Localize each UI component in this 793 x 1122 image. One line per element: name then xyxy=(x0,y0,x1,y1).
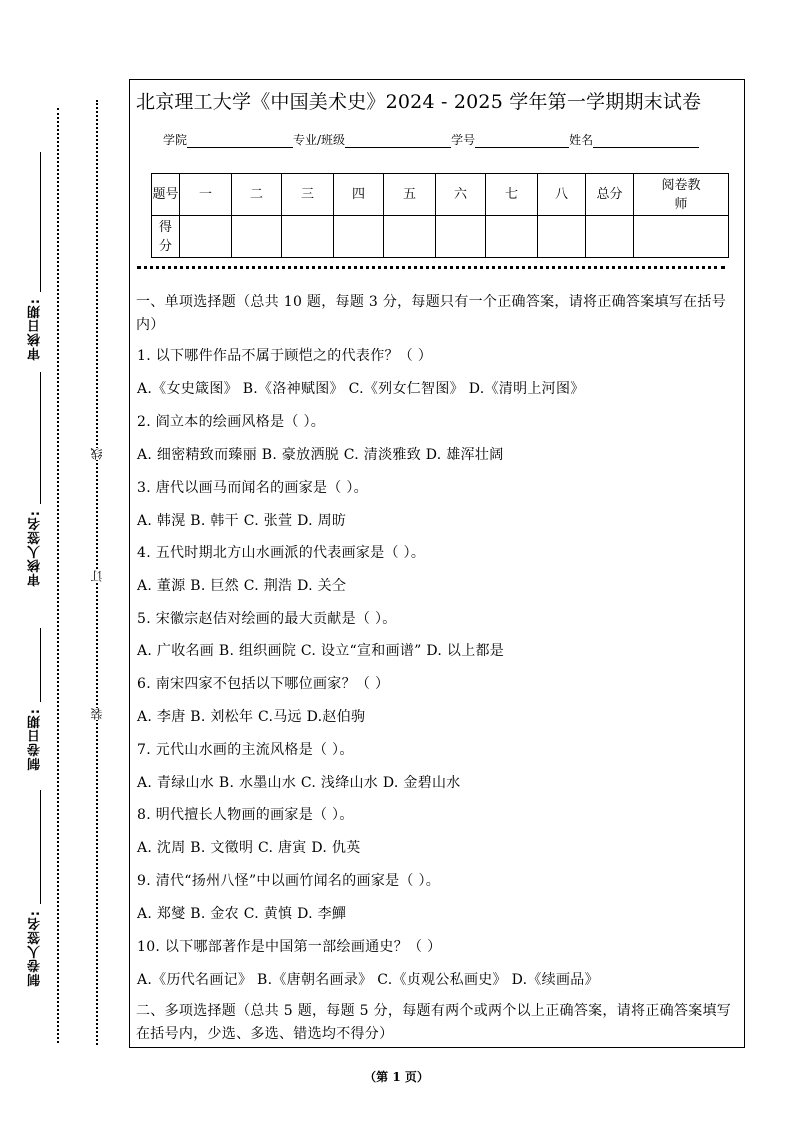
name-label: 姓名 xyxy=(569,133,594,147)
review-date-line[interactable] xyxy=(40,152,41,292)
binding-mark-bind: 订 xyxy=(90,570,104,582)
question-8-options: A. 沈周 B. 文徵明 C. 唐寅 D. 仇英 xyxy=(137,840,361,856)
question-5-options: A. 广收名画 B. 组织画院 C. 设立“宣和画谱” D. 以上都是 xyxy=(137,643,505,659)
page-number: （第 1 页） xyxy=(364,1070,429,1084)
score-cell-grader[interactable] xyxy=(634,216,729,258)
binding-mark-seal: 装 xyxy=(90,708,104,720)
student-info-row xyxy=(163,131,699,148)
author-date-label: 制卷日期: xyxy=(28,708,43,771)
question-6: 6. 南宋四家不包括以下哪位画家？（ ） xyxy=(137,676,390,692)
score-cell[interactable] xyxy=(436,216,486,258)
question-7: 7. 元代山水画的主流风格是（ ）。 xyxy=(137,742,354,758)
score-col-2: 二 xyxy=(232,174,282,216)
question-10-options: A.《历代名画记》 B.《唐朝名画录》 C.《贞观公私画史》 D.《续画品》 xyxy=(137,972,599,988)
question-3: 3. 唐代以画马而闻名的画家是（ ）。 xyxy=(137,480,368,496)
score-cell[interactable] xyxy=(538,216,586,258)
exam-title: 北京理工大学《中国美术史》2024 - 2025 学年第一学期期末试卷 xyxy=(136,91,702,113)
question-9: 9. 清代“扬州八怪”中以画竹闻名的画家是（ ）。 xyxy=(137,873,441,889)
binding-mark-line: 线 xyxy=(90,448,104,460)
question-3-options: A. 韩滉 B. 韩干 C. 张萱 D. 周昉 xyxy=(137,513,347,529)
major-class-label: 专业/班级 xyxy=(293,133,346,147)
college-field[interactable] xyxy=(187,133,293,148)
score-cell[interactable] xyxy=(486,216,538,258)
question-4-options: A. 董源 B. 巨然 C. 荆浩 D. 关仝 xyxy=(137,578,347,594)
question-9-options: A. 郑燮 B. 金农 C. 黄慎 D. 李鱓 xyxy=(137,906,347,922)
binding-dotted-line-outer xyxy=(57,108,59,1043)
score-cell-total[interactable] xyxy=(586,216,634,258)
question-1: 1. 以下哪件作品不属于顾恺之的代表作？（ ） xyxy=(137,348,433,364)
score-col-3: 三 xyxy=(282,174,334,216)
question-2: 2. 阎立本的绘画风格是（ ）。 xyxy=(137,414,326,430)
college-label: 学院 xyxy=(163,133,188,147)
score-col-7: 七 xyxy=(486,174,538,216)
score-cell[interactable] xyxy=(282,216,334,258)
score-col-1: 一 xyxy=(180,174,232,216)
major-class-field[interactable] xyxy=(345,133,451,148)
score-cell[interactable] xyxy=(232,216,282,258)
question-1-options: A.《女史箴图》 B.《洛神赋图》 C.《列女仁智图》 D.《清明上河图》 xyxy=(137,381,585,397)
reviewer-signature-line[interactable] xyxy=(40,372,41,504)
score-row-label: 得分 xyxy=(152,216,180,258)
student-id-field[interactable] xyxy=(475,133,569,148)
author-signature-label: 制卷人签名: xyxy=(28,910,43,987)
question-7-options: A. 青绿山水 B. 水墨山水 C. 浅绛山水 D. 金碧山水 xyxy=(137,775,461,791)
reviewer-signature-label: 审核人签名: xyxy=(28,510,43,587)
score-col-8: 八 xyxy=(538,174,586,216)
score-col-4: 四 xyxy=(334,174,384,216)
score-table-row-label: 题号 xyxy=(152,174,180,216)
score-col-5: 五 xyxy=(384,174,436,216)
score-col-grader: 阅卷教师 xyxy=(634,174,729,216)
question-4: 4. 五代时期北方山水画派的代表画家是（ ）。 xyxy=(137,545,426,561)
question-10: 10. 以下哪部著作是中国第一部绘画通史？（ ） xyxy=(137,939,442,955)
author-signature-line[interactable] xyxy=(40,790,41,904)
section1-heading: 一、单项选择题（总共 10 题，每题 3 分，每题只有一个正确答案，请将正确答案填写在括号内） xyxy=(136,294,727,333)
score-table xyxy=(151,173,729,258)
question-5: 5. 宋徽宗赵佶对绘画的最大贡献是（ ）。 xyxy=(137,611,397,627)
section-separator xyxy=(137,266,725,269)
score-cell[interactable] xyxy=(384,216,436,258)
author-date-line[interactable] xyxy=(40,628,41,702)
question-8: 8. 明代擅长人物画的画家是（ ）。 xyxy=(137,807,354,823)
score-col-6: 六 xyxy=(436,174,486,216)
section2-heading: 二、多项选择题（总共 5 题，每题 5 分，每题有两个或两个以上正确答案，请将正确答案填写在括号内，少选、多选、错选均不得分） xyxy=(136,1003,732,1042)
question-6-options: A. 李唐 B. 刘松年 C.马远 D.赵伯驹 xyxy=(137,709,366,725)
score-cell[interactable] xyxy=(180,216,232,258)
question-2-options: A. 细密精致而臻丽 B. 豪放洒脱 C. 清淡雅致 D. 雄浑壮阔 xyxy=(137,447,504,463)
score-col-total: 总分 xyxy=(586,174,634,216)
score-cell[interactable] xyxy=(334,216,384,258)
student-id-label: 学号 xyxy=(451,133,476,147)
review-date-label: 审核日期: xyxy=(28,298,43,361)
name-field[interactable] xyxy=(593,133,699,148)
